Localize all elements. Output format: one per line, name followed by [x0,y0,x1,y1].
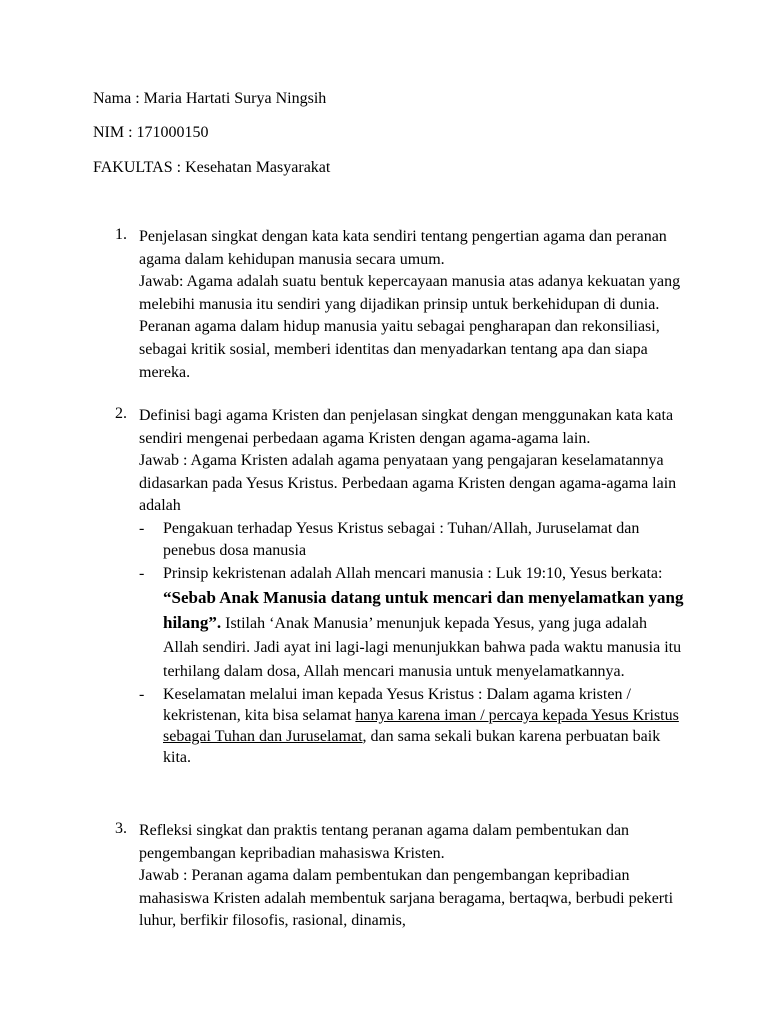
student-faculty: FAKULTAS : Kesehatan Masyarakat [93,159,331,176]
question-3-text: Refleksi singkat dan praktis tentang peranan agama dalam pembentukan dan pengembangan kepribadian mahasiswa Kristen. [139,822,630,862]
student-nim: NIM : 171000150 [93,124,209,141]
bullet-2-intro: Prinsip kekristenan adalah Allah mencari manusia : Luk 19:10, Yesus berkata: [163,564,663,582]
question-1-text: Penjelasan singkat dengan kata kata sendiri tentang pengertian agama dan peranan agama dalam kehidupan manusia secara umum. [139,228,667,268]
student-name: Nama : Maria Hartati Surya Ningsih [93,90,327,107]
question-2-answer: Jawab : Agama Kristen adalah agama penyataan yang pengajaran keselamatannya didasarkan pada Yesus Kristus. Perbedaan agama Kristen dengan agama-agama lain adalah [139,452,677,515]
bullet-item [139,562,685,684]
bullet-marker: - [139,685,145,703]
bullet-3-intro: Keselamatan melalui iman kepada Yesus Kristus : Dalam agama kristen / kekristenan, kita bisa selamat [163,685,631,724]
bullet-1-text: Pengakuan terhadap Yesus Kristus sebagai : Tuhan/Allah, Juruselamat dan penebus dosa manusia [163,519,640,559]
question-3-answer: Jawab : Peranan agama dalam pembentukan dan pengembangan kepribadian mahasiswa Kristen adalah membentuk sarjana beragama, bertaqwa, berbudi pekerti luhur, berfikir filosofis, rasional, dinamis, [139,867,674,930]
bullet-3-rest: , dan sama sekali bukan karena perbuatan baik kita. [163,727,661,766]
bullet-marker: - [139,519,145,537]
question-1 [115,226,685,384]
bible-quote: “Sebab Anak Manusia datang untuk mencari dan menyelamatkan yang hilang”. [163,587,684,632]
question-3 [115,820,685,933]
underlined-statement: hanya karena iman / percaya kepada Yesus Kristus sebagai Tuhan dan Juruselamat [163,706,679,745]
question-1-answer: Jawab: Agama adalah suatu bentuk kepercayaan manusia atas adanya kekuatan yang melebihi manusia itu sendiri yang dijadikan prinsip untuk berkehidupan di dunia. Peranan agama dalam hidup manusia yaitu sebagai pengharapan dan rekonsiliasi, sebagai kritik sosial, memberi identitas dan menyadarkan tentang apa dan siapa mereka. [139,273,681,381]
bullet-item [139,684,685,768]
question-3-number: 3. [115,820,127,837]
question-2-text: Definisi bagi agama Kristen dan penjelasan singkat dengan menggunakan kata kata sendiri mengenai perbedaan agama Kristen dengan agama-agama lain. [139,407,674,447]
question-1-number: 1. [115,226,127,243]
bullet-item [139,518,685,562]
bullet-2-rest: Istilah ‘Anak Manusia’ menunjuk kepada Yesus, yang juga adalah Allah sendiri. Jadi ayat ini lagi-lagi menunjukkan bahwa pada waktu manusia itu terhilang dalam dosa, Allah mencari manusia untuk menyelamatkannya. [163,614,682,680]
bullet-marker: - [139,564,145,582]
question-2-number: 2. [115,405,127,422]
question-2 [115,405,685,768]
